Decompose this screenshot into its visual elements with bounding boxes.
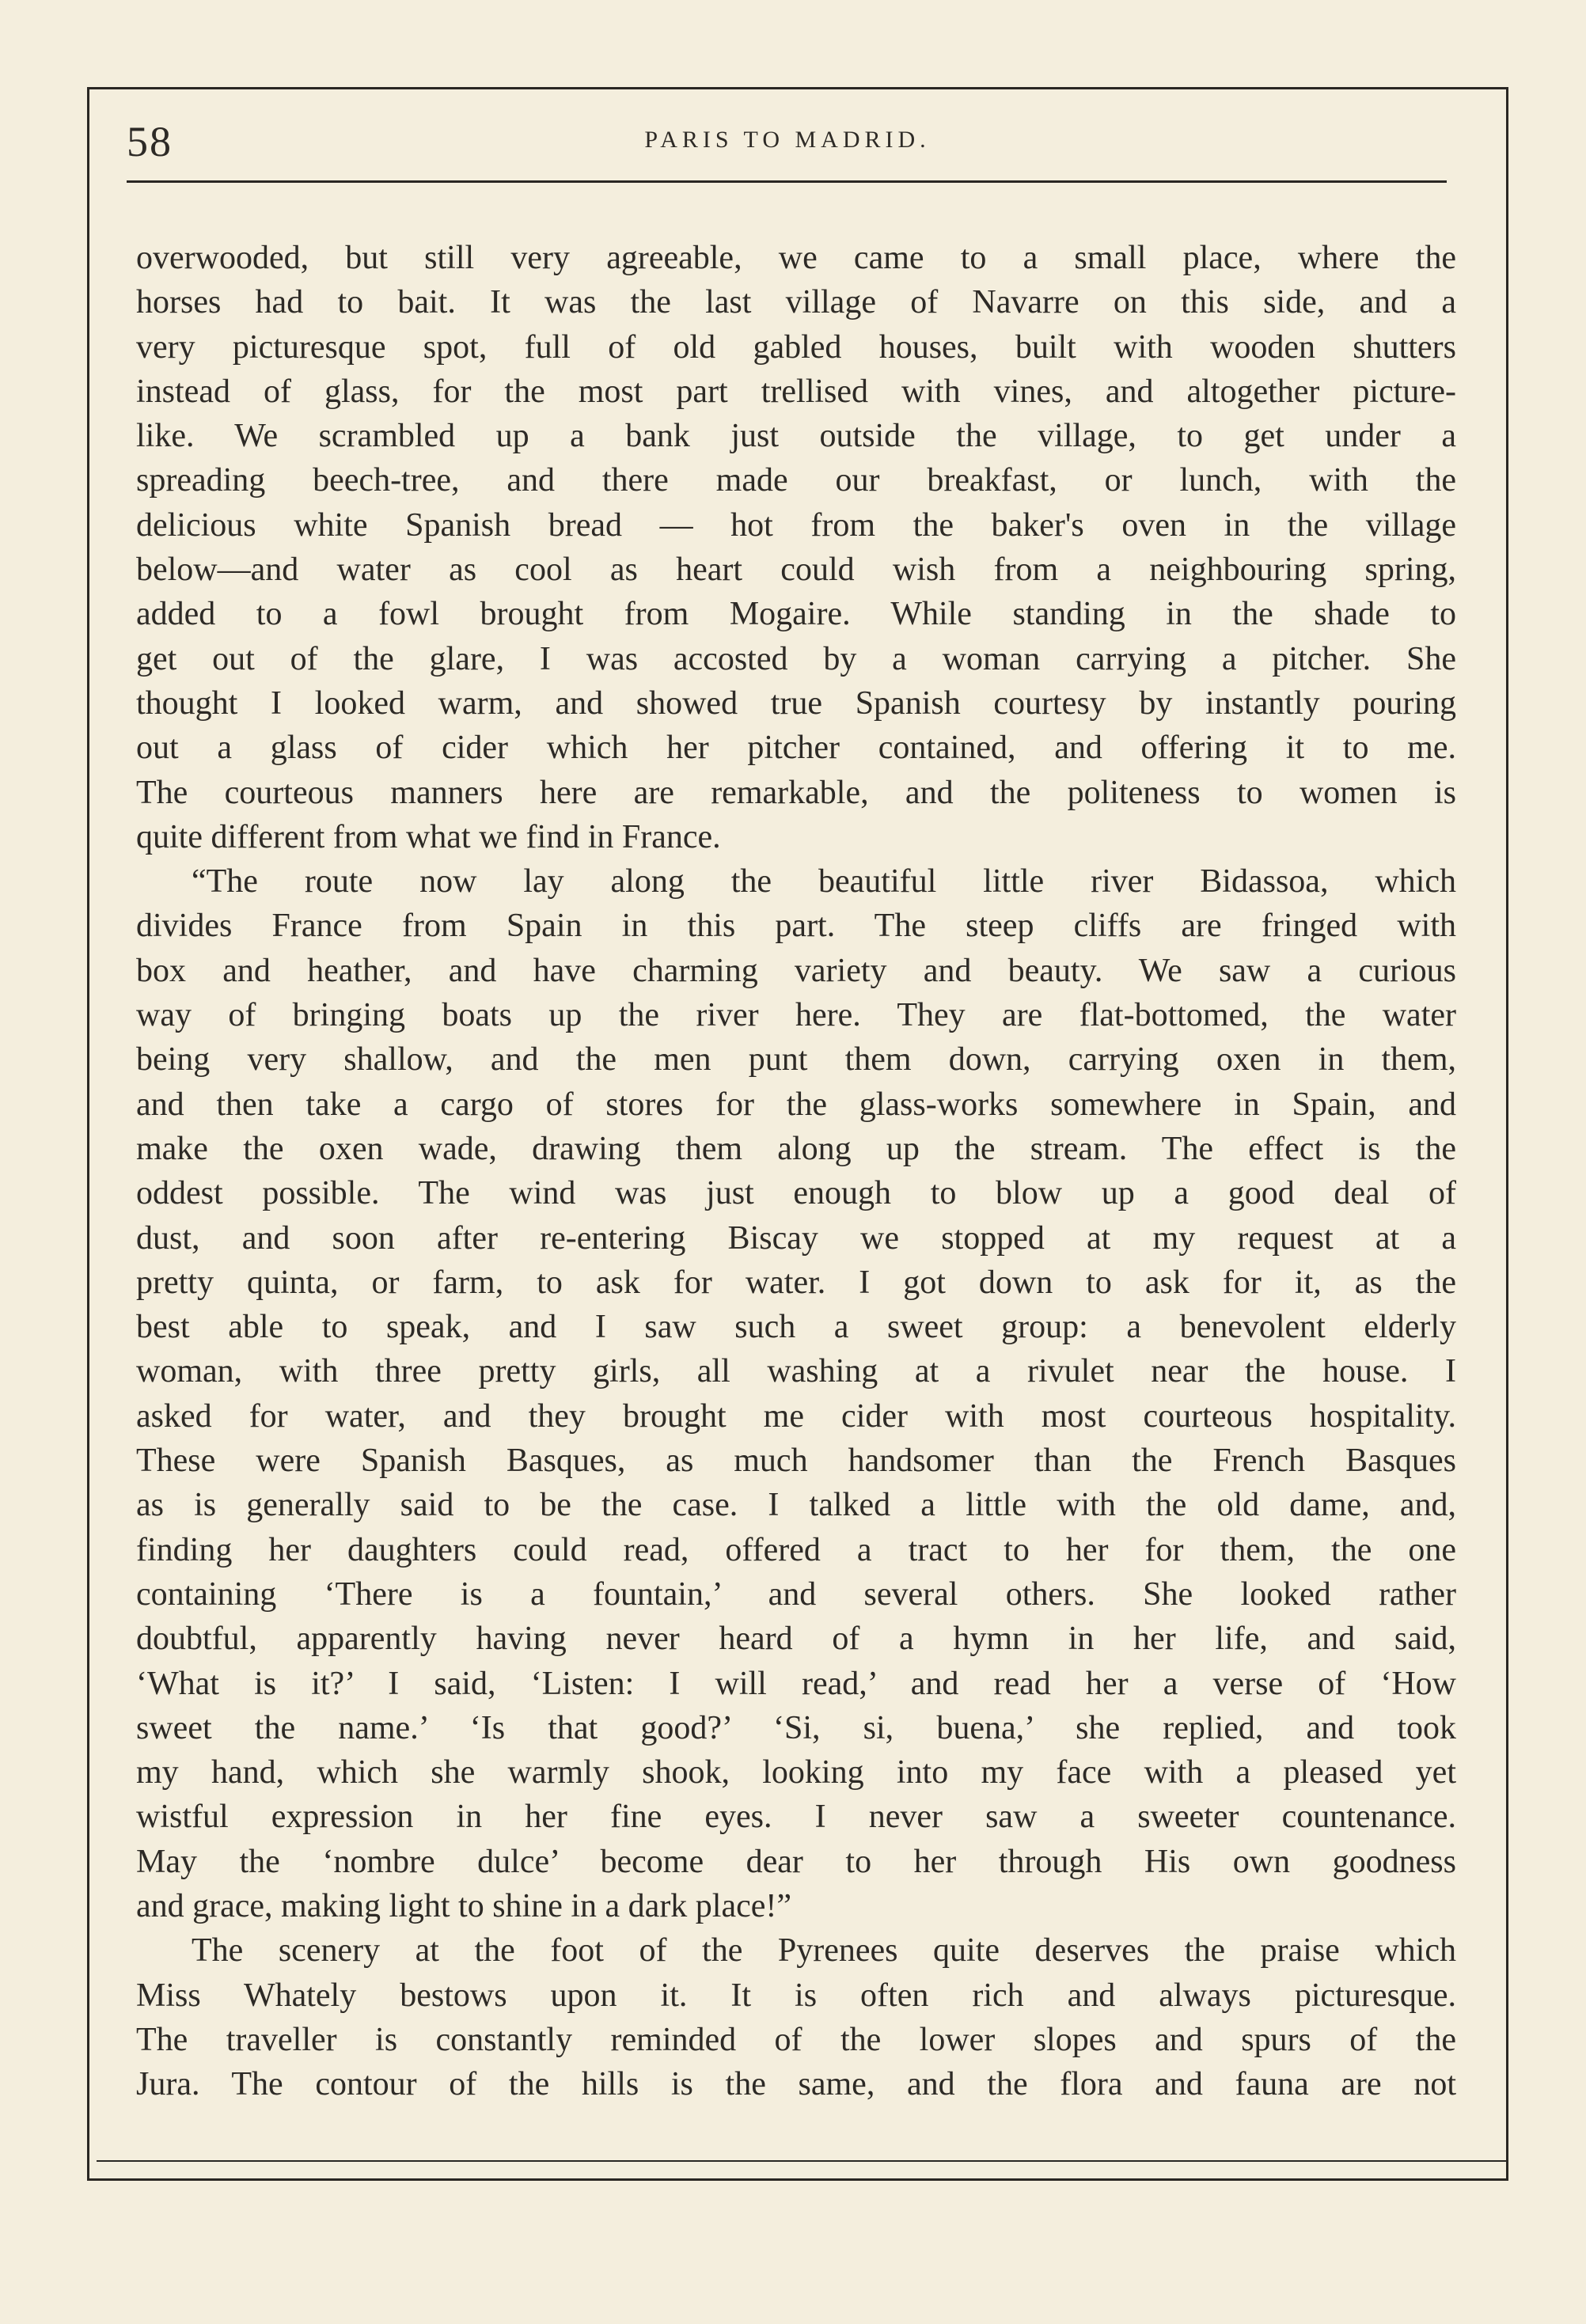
text-line: “The route now lay along the beautiful little river Bidassoa, which (192, 863, 1456, 900)
text-line: doubtful, apparently having never heard of a hymn in her life, and said, (136, 1621, 1456, 1658)
text-line: and then take a cargo of stores for the glass-works somewhere in Spain, and (136, 1086, 1456, 1123)
header-rule (127, 180, 1447, 183)
text-line: dust, and soon after re-entering Biscay we stopped at my request at a (136, 1219, 1456, 1257)
text-line: get out of the glare, I was accosted by a woman carrying a pitcher. She (136, 640, 1456, 677)
text-line: being very shallow, and the men punt them down, carrying oxen in them, (136, 1041, 1456, 1079)
text-line: These were Spanish Basques, as much handsomer than the French Basques (136, 1443, 1456, 1480)
text-line: oddest possible. The wind was just enough to blow up a good deal of (136, 1175, 1456, 1212)
text-line: horses had to bait. It was the last village of Navarre on this side, and a (136, 284, 1456, 321)
text-line: below—and water as cool as heart could wish from a neighbouring spring, (136, 552, 1456, 589)
text-line: delicious white Spanish bread — hot from the baker's oven in the village (136, 506, 1456, 544)
page-number: 58 (127, 118, 173, 165)
page-header (127, 117, 1448, 172)
text-line: my hand, which she warmly shook, looking into my face with a pleased yet (136, 1754, 1456, 1791)
text-line: way of bringing boats up the river here. They are flat-bottomed, the water (136, 997, 1456, 1034)
text-line: spreading beech-tree, and there made our breakfast, or lunch, with the (136, 462, 1456, 499)
text-line: overwooded, but still very agreeable, we came to a small place, where the (136, 240, 1456, 276)
text-line: The traveller is constantly reminded of the lower slopes and spurs of the (136, 2021, 1456, 2058)
text-line: box and heather, and have charming variety and beauty. We saw a curious (136, 952, 1456, 989)
text-line: asked for water, and they brought me cider with most courteous hospitality. (136, 1397, 1456, 1435)
text-line: ‘What is it?’ I said, ‘Listen: I will read,’ and read her a verse of ‘How (136, 1665, 1456, 1702)
body-text (136, 236, 1456, 2106)
text-line: like. We scrambled up a bank just outside the village, to get under a (136, 418, 1456, 455)
running-head: PARIS TO MADRID. (644, 127, 931, 153)
text-line: sweet the name.’ ‘Is that good?’ ‘Si, si, buena,’ she replied, and took (136, 1709, 1456, 1746)
text-line: wistful expression in her fine eyes. I never saw a sweeter countenance. (136, 1799, 1456, 1836)
text-line: Miss Whately bestows upon it. It is often rich and always picturesque. (136, 1977, 1456, 2014)
text-line: very picturesque spot, full of old gabled houses, built with wooden shutters (136, 328, 1456, 366)
text-line: and grace, making light to shine in a dark place!” (136, 1887, 792, 1924)
text-line: instead of glass, for the most part trellised with vines, and altogether picture- (136, 373, 1456, 410)
text-line: The scenery at the foot of the Pyrenees quite deserves the praise which (192, 1932, 1456, 1970)
text-line: thought I looked warm, and showed true Spanish courtesy by instantly pouring (136, 684, 1456, 722)
text-line: out a glass of cider which her pitcher contained, and offering it to me. (136, 730, 1456, 767)
text-line: divides France from Spain in this part. The steep cliffs are fringed with (136, 908, 1456, 945)
text-line: pretty quinta, or farm, to ask for water. I got down to ask for it, as the (136, 1264, 1456, 1301)
text-line: woman, with three pretty girls, all washing at a rivulet near the house. I (136, 1353, 1456, 1390)
text-line: quite different from what we find in France. (136, 818, 721, 855)
text-line: finding her daughters could read, offered a tract to her for them, the one (136, 1531, 1456, 1568)
text-line: containing ‘There is a fountain,’ and several others. She looked rather (136, 1575, 1456, 1613)
text-line: May the ‘nombre dulce’ become dear to her through His own goodness (136, 1843, 1456, 1880)
text-line: added to a fowl brought from Mogaire. While standing in the shade to (136, 596, 1456, 633)
text-line: as is generally said to be the case. I talked a little with the old dame, and, (136, 1487, 1456, 1524)
text-line: The courteous manners here are remarkable, and the politeness to women is (136, 774, 1456, 811)
text-line: make the oxen wade, drawing them along up the stream. The effect is the (136, 1130, 1456, 1167)
text-line: Jura. The contour of the hills is the same, and the flora and fauna are not (136, 2066, 1456, 2103)
text-line: best able to speak, and I saw such a sweet group: a benevolent elderly (136, 1309, 1456, 1346)
bottom-rule (97, 2160, 1508, 2162)
